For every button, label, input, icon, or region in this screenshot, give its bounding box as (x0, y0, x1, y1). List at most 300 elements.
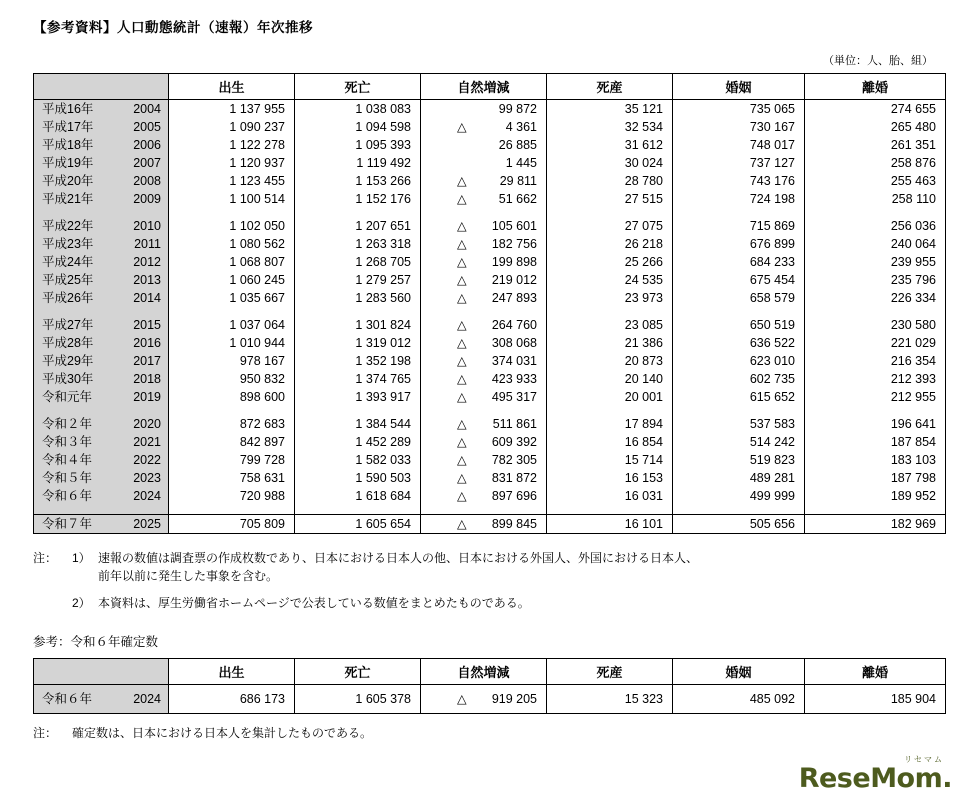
value-cell (169, 415, 295, 433)
value-cell (547, 118, 673, 136)
era-cell: 平成25年 (34, 271, 116, 289)
year-cell: 2017 (116, 352, 169, 370)
value-wrap (805, 334, 945, 352)
value-text: 23 085 (624, 318, 663, 332)
value-wrap (421, 100, 546, 118)
negative-triangle-icon: △ (457, 417, 467, 431)
value-cell (169, 451, 295, 469)
value-text: 105 601 (491, 219, 537, 233)
value-cell (805, 352, 946, 370)
note-item (72, 594, 698, 612)
value-wrap (169, 316, 294, 334)
value-text: 255 463 (890, 174, 936, 188)
table-row (34, 487, 946, 505)
value-wrap (421, 316, 546, 334)
column-header: 死産 (547, 74, 673, 100)
value-cell (673, 217, 805, 235)
value-text: 1 352 198 (355, 354, 411, 368)
value-cell (547, 271, 673, 289)
table-row (34, 388, 946, 406)
value-text: 1 384 544 (355, 417, 411, 431)
negative-triangle-icon: △ (457, 372, 467, 386)
value-cell (295, 352, 421, 370)
value-cell (673, 271, 805, 289)
value-cell (421, 253, 547, 271)
value-cell (673, 289, 805, 307)
value-cell (295, 469, 421, 487)
value-cell (673, 684, 805, 713)
value-cell (421, 316, 547, 334)
era-cell: 令和６年 (34, 684, 116, 713)
value-text: 748 017 (749, 138, 795, 152)
value-text: 1 037 064 (229, 318, 285, 332)
value-wrap (673, 451, 804, 469)
reference-label: 参考：令和６年確定数 (33, 634, 159, 649)
table-row (34, 415, 946, 433)
value-wrap (547, 235, 672, 253)
value-cell (169, 487, 295, 505)
value-cell (805, 100, 946, 119)
year-cell: 2012 (116, 253, 169, 271)
value-wrap (295, 100, 420, 118)
value-wrap (169, 235, 294, 253)
value-wrap (805, 316, 945, 334)
value-text: 212 955 (890, 390, 936, 404)
value-wrap (547, 136, 672, 154)
table-row (34, 514, 946, 533)
value-cell (421, 334, 547, 352)
value-text: 235 796 (890, 273, 936, 287)
note-item-number: 1） (72, 550, 91, 565)
note-body (72, 549, 698, 612)
year-cell: 2016 (116, 334, 169, 352)
table-row (34, 235, 946, 253)
value-text: 16 101 (624, 516, 663, 531)
value-cell (169, 136, 295, 154)
value-text: 899 845 (491, 516, 537, 531)
value-cell (295, 136, 421, 154)
value-text: 1 590 503 (355, 471, 411, 485)
value-wrap (295, 253, 420, 271)
value-cell (169, 235, 295, 253)
value-text: 274 655 (890, 102, 936, 116)
year-cell: 2022 (116, 451, 169, 469)
value-text: 495 317 (491, 390, 537, 404)
value-text: 239 955 (890, 255, 936, 269)
value-cell (547, 451, 673, 469)
note-label: 注： (33, 725, 58, 740)
value-cell (547, 253, 673, 271)
value-text: 511 861 (492, 417, 537, 431)
table-row (34, 684, 946, 713)
value-wrap (547, 415, 672, 433)
value-wrap (673, 190, 804, 208)
value-text: 519 823 (749, 453, 795, 467)
value-text: 30 024 (624, 156, 663, 170)
era-cell: 平成23年 (34, 235, 116, 253)
value-cell (421, 289, 547, 307)
value-text: 1 068 807 (229, 255, 285, 269)
value-wrap (295, 515, 420, 533)
value-cell (805, 172, 946, 190)
column-header: 出生 (169, 658, 295, 684)
value-wrap (805, 388, 945, 406)
value-wrap (673, 136, 804, 154)
value-cell (673, 172, 805, 190)
value-text: 636 522 (749, 336, 795, 350)
value-text: 1 207 651 (355, 219, 411, 233)
value-cell (547, 154, 673, 172)
note-item (72, 549, 698, 585)
column-header: 自然増減 (421, 74, 547, 100)
value-wrap (295, 370, 420, 388)
value-wrap (295, 433, 420, 451)
value-wrap (169, 515, 294, 533)
table-row (34, 451, 946, 469)
value-cell (673, 118, 805, 136)
value-cell (169, 388, 295, 406)
value-text: 1 393 917 (355, 390, 411, 404)
negative-triangle-icon: △ (457, 273, 467, 287)
value-wrap (421, 334, 546, 352)
value-text: 609 392 (491, 435, 537, 449)
value-cell (421, 172, 547, 190)
value-cell (295, 388, 421, 406)
value-wrap (295, 118, 420, 136)
value-cell (673, 415, 805, 433)
main-table (33, 73, 946, 534)
value-wrap (805, 469, 945, 487)
year-cell: 2019 (116, 388, 169, 406)
value-cell (673, 451, 805, 469)
value-cell (805, 469, 946, 487)
logo-kana-text: リセマム (904, 755, 944, 765)
value-cell (673, 235, 805, 253)
value-wrap (805, 433, 945, 451)
value-wrap (169, 415, 294, 433)
value-cell (673, 433, 805, 451)
value-wrap (295, 469, 420, 487)
value-cell (673, 487, 805, 505)
value-text: 240 064 (890, 237, 936, 251)
value-text: 505 656 (749, 516, 795, 531)
value-wrap (547, 451, 672, 469)
value-wrap (169, 217, 294, 235)
value-wrap (421, 271, 546, 289)
value-text: 1 279 257 (355, 273, 411, 287)
value-cell (673, 100, 805, 119)
era-cell: 平成21年 (34, 190, 116, 208)
value-cell (169, 514, 295, 533)
value-text: 212 393 (890, 372, 936, 386)
value-wrap (673, 334, 804, 352)
value-wrap (547, 100, 672, 118)
era-cell: 令和２年 (34, 415, 116, 433)
value-cell (805, 190, 946, 208)
spacer-cell (421, 505, 547, 514)
era-cell: 平成17年 (34, 118, 116, 136)
spacer-cell (169, 307, 295, 316)
value-cell (295, 253, 421, 271)
value-wrap (805, 685, 945, 713)
value-wrap (547, 487, 672, 505)
value-cell (547, 684, 673, 713)
spacer-cell (673, 406, 805, 415)
value-cell (805, 253, 946, 271)
value-cell (421, 388, 547, 406)
table-row (34, 370, 946, 388)
value-wrap (547, 154, 672, 172)
value-cell (547, 235, 673, 253)
value-cell (421, 415, 547, 433)
spacer-cell (673, 307, 805, 316)
value-wrap (421, 469, 546, 487)
value-wrap (805, 370, 945, 388)
value-cell (805, 514, 946, 533)
value-cell (547, 370, 673, 388)
value-cell (295, 433, 421, 451)
value-text: 1 605 378 (355, 691, 411, 706)
value-wrap (673, 253, 804, 271)
column-header: 死亡 (295, 74, 421, 100)
year-cell: 2004 (116, 100, 169, 119)
value-cell (421, 684, 547, 713)
value-wrap (673, 172, 804, 190)
value-text: 676 899 (749, 237, 795, 251)
column-header: 離婚 (805, 658, 946, 684)
value-text: 615 652 (749, 390, 795, 404)
value-wrap (547, 433, 672, 451)
table-row (34, 118, 946, 136)
value-wrap (295, 352, 420, 370)
value-wrap (169, 370, 294, 388)
value-text: 15 323 (624, 691, 663, 706)
value-text: 1 374 765 (355, 372, 411, 386)
value-wrap (547, 334, 672, 352)
value-wrap (169, 172, 294, 190)
year-cell: 2007 (116, 154, 169, 172)
negative-triangle-icon: △ (457, 291, 467, 305)
value-cell (169, 334, 295, 352)
value-cell (421, 217, 547, 235)
value-wrap (295, 235, 420, 253)
value-text: 1 452 289 (355, 435, 411, 449)
value-text: 35 121 (624, 102, 663, 116)
value-cell (295, 316, 421, 334)
value-wrap (805, 253, 945, 271)
value-cell (805, 487, 946, 505)
value-wrap (295, 415, 420, 433)
table-row (34, 100, 946, 119)
value-text: 28 780 (624, 174, 663, 188)
spacer-cell (34, 307, 169, 316)
spacer-cell (421, 208, 547, 217)
value-wrap (421, 352, 546, 370)
value-cell (169, 433, 295, 451)
value-wrap (805, 118, 945, 136)
value-text: 25 266 (624, 255, 663, 269)
value-text: 16 031 (624, 489, 663, 503)
value-wrap (295, 154, 420, 172)
value-wrap (547, 370, 672, 388)
value-wrap (805, 172, 945, 190)
column-header: 自然増減 (421, 658, 547, 684)
value-text: 374 031 (491, 354, 537, 368)
value-wrap (295, 271, 420, 289)
value-wrap (805, 136, 945, 154)
era-cell: 平成20年 (34, 172, 116, 190)
value-wrap (295, 136, 420, 154)
value-text: 26 885 (498, 138, 537, 152)
value-cell (547, 172, 673, 190)
value-cell (169, 684, 295, 713)
value-wrap (673, 469, 804, 487)
value-cell (547, 217, 673, 235)
value-wrap (805, 100, 945, 118)
value-wrap (169, 190, 294, 208)
note-body (72, 724, 372, 742)
value-text: 737 127 (749, 156, 795, 170)
value-text: 21 386 (624, 336, 663, 350)
negative-triangle-icon: △ (457, 516, 467, 531)
value-text: 16 153 (624, 471, 663, 485)
value-wrap (421, 172, 546, 190)
value-text: 265 480 (890, 120, 936, 134)
value-cell (169, 289, 295, 307)
value-wrap (169, 253, 294, 271)
value-cell (421, 190, 547, 208)
spacer-cell (169, 406, 295, 415)
value-wrap (169, 451, 294, 469)
value-cell (547, 352, 673, 370)
value-cell (805, 271, 946, 289)
note-line: 速報の数値は調査票の作成枚数であり、日本における日本人の他、日本における外国人、外国における日本人、 (98, 550, 699, 565)
value-wrap (169, 685, 294, 713)
value-wrap (421, 685, 546, 713)
value-text: 221 029 (890, 336, 936, 350)
era-cell: 令和３年 (34, 433, 116, 451)
note-item (72, 724, 372, 742)
negative-triangle-icon: △ (457, 390, 467, 404)
value-wrap (169, 136, 294, 154)
value-text: 1 268 705 (355, 255, 411, 269)
value-cell (673, 154, 805, 172)
year-cell: 2013 (116, 271, 169, 289)
value-text: 20 140 (624, 372, 663, 386)
value-wrap (673, 515, 804, 533)
value-cell (805, 684, 946, 713)
note-line: 前年以前に発生した事象を含む。 (98, 568, 279, 583)
value-wrap (169, 154, 294, 172)
value-cell (421, 100, 547, 119)
value-cell (805, 235, 946, 253)
value-text: 1 119 492 (356, 156, 411, 170)
value-wrap (169, 334, 294, 352)
value-wrap (295, 316, 420, 334)
value-text: 1 060 245 (229, 273, 285, 287)
table-corner-cell (34, 658, 169, 684)
value-text: 1 263 318 (355, 237, 411, 251)
value-text: 650 519 (749, 318, 795, 332)
value-wrap (421, 370, 546, 388)
group-spacer-row (34, 208, 946, 217)
value-text: 29 811 (499, 174, 537, 188)
value-cell (169, 469, 295, 487)
value-cell (421, 352, 547, 370)
value-text: 4 361 (505, 120, 537, 134)
value-cell (295, 271, 421, 289)
value-wrap (673, 316, 804, 334)
negative-triangle-icon: △ (457, 174, 467, 188)
value-wrap (673, 370, 804, 388)
value-cell (169, 100, 295, 119)
era-cell: 平成24年 (34, 253, 116, 271)
value-wrap (547, 685, 672, 713)
table-corner-cell (34, 74, 169, 100)
value-wrap (295, 334, 420, 352)
year-cell: 2024 (116, 487, 169, 505)
spacer-cell (295, 505, 421, 514)
value-wrap (547, 469, 672, 487)
value-wrap (421, 235, 546, 253)
value-wrap (805, 487, 945, 505)
header-row (34, 74, 946, 100)
value-text: 1 319 012 (355, 336, 411, 350)
value-cell (295, 154, 421, 172)
value-cell (421, 487, 547, 505)
value-text: 258 110 (891, 192, 936, 206)
value-text: 686 173 (239, 691, 285, 706)
value-cell (805, 388, 946, 406)
value-wrap (421, 154, 546, 172)
value-wrap (547, 217, 672, 235)
year-cell: 2018 (116, 370, 169, 388)
value-cell (673, 388, 805, 406)
value-wrap (169, 352, 294, 370)
group-spacer-row (34, 406, 946, 415)
value-cell (295, 217, 421, 235)
value-wrap (295, 685, 420, 713)
value-wrap (673, 271, 804, 289)
value-text: 258 876 (890, 156, 936, 170)
value-cell (421, 118, 547, 136)
value-text: 499 999 (749, 489, 795, 503)
value-wrap (421, 136, 546, 154)
value-cell (169, 118, 295, 136)
value-text: 51 662 (498, 192, 537, 206)
value-text: 1 152 176 (355, 192, 411, 206)
value-cell (805, 334, 946, 352)
value-cell (673, 253, 805, 271)
value-text: 23 973 (624, 291, 663, 305)
value-wrap (547, 352, 672, 370)
value-text: 489 281 (749, 471, 795, 485)
value-cell (295, 415, 421, 433)
value-cell (673, 190, 805, 208)
value-wrap (673, 685, 804, 713)
spacer-cell (295, 406, 421, 415)
value-text: 1 102 050 (229, 219, 285, 233)
value-cell (421, 451, 547, 469)
value-cell (295, 451, 421, 469)
value-cell (421, 433, 547, 451)
spacer-cell (547, 307, 673, 316)
era-cell: 令和４年 (34, 451, 116, 469)
value-wrap (805, 515, 945, 533)
value-text: 27 515 (624, 192, 663, 206)
value-cell (805, 415, 946, 433)
column-header: 死亡 (295, 658, 421, 684)
